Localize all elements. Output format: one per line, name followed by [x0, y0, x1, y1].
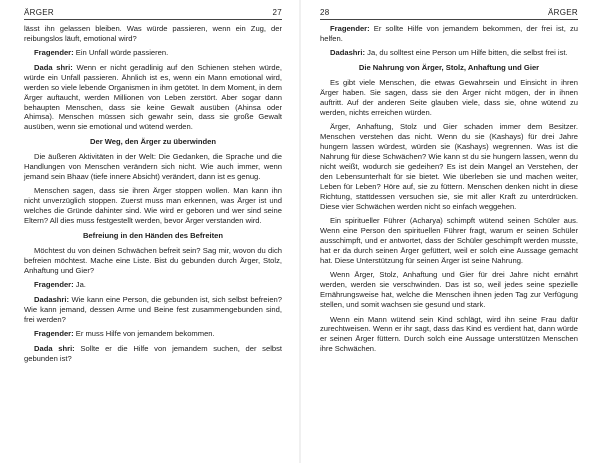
section-heading: Der Weg, den Ärger zu überwinden	[89, 137, 217, 147]
dialog-paragraph	[24, 63, 282, 132]
dialog-paragraph	[24, 295, 282, 325]
speaker-label: Dada shri:	[34, 62, 73, 72]
body-paragraph: Möchtest du von deinen Schwächen befreit sein? Sag mir, wovon du dich befreien möchtest. Mache eine Liste. Bist du gebunden durch Ärger, Stolz, Anhaftung und Gier?	[24, 246, 282, 275]
dialog-paragraph	[24, 344, 282, 364]
dialog-text: Wie kann eine Person, die gebunden ist, sich selbst befreien? Wie kann jemand, dessen Arme und Beine fest zusammengebunden sind, frei werden?	[24, 294, 282, 324]
right-header-title: ÄRGER	[548, 8, 578, 17]
right-page-body	[320, 24, 578, 354]
speaker-label: Dadashri:	[330, 48, 366, 58]
body-paragraph: Ärger, Anhaftung, Stolz und Gier schaden immer dem Besitzer. Menschen verstehen das nicht. Wenn du sie (Kashays) für drei Jahre hungern lassen würdest, würden sie (Kashays) wegrennen. Was ist die Nahrung für diese Schwächen? Wie kann st du sie hungern lassen, wenn du nicht weißt, wodurch sie gedeihen? Es ist dein Mangel an Verstehen, der den Lebensunterhalt für sie bietet. Wie überleben sie und machen weiter, Leben für Leben? Höre auf, sie zu füttern. Menschen denken nicht in diese Richtung, stattdessen versuchen sie, sie mit aller Kraft zu unterdrücken. Diese vier Schwächen werden nicht so einfach weggehen.	[320, 122, 578, 211]
speaker-label: Fragender:	[34, 329, 74, 339]
dialog-paragraph	[320, 48, 578, 58]
speaker-label: Fragender:	[330, 24, 370, 33]
right-page-number: 28	[320, 8, 330, 17]
body-paragraph: Es gibt viele Menschen, die etwas Gewahrsein und Einsicht in ihren Ärger haben. Sie sagen, dass sie den Ärger nicht mögen, der in ihnen auftritt. Auf der anderen Seite glauben viele, dass sie, ohne wütend zu werden, nichts erreichen würden.	[320, 78, 578, 117]
dialog-text: Er sollte Hilfe von jemandem bekommen, der frei ist, zu helfen.	[320, 24, 578, 43]
dialog-paragraph	[320, 24, 578, 44]
dialog-text: Er muss Hilfe von jemandem bekommen.	[73, 329, 215, 339]
body-paragraph: Wenn Ärger, Stolz, Anhaftung und Gier für drei Jahre nicht ernährt werden, werden sie verschwinden. Das ist so, weil jedes seine spezielle Ernährungsweise hat, welche die Menschen ihnen jeden Tag zur Verfügung stellen, und somit wachsen sie gesund und stark.	[320, 270, 578, 310]
dialog-text: Wenn er nicht geradlinig auf den Schienen stehen würde, würde ein Unfall passieren. Ähnlich ist es, wenn ein Mann emotional wird, werden so viele lebende Organismen in ihm getötet. In dem Moment, in dem Ärger auftaucht, werden Millionen von Leben zerstört. Aber sogar dann behaupten Menschen, dass sie keine Gewalt ausüben (Ahinsa oder Ahimsa). Menschen müssen sich gewahr sein, dass sie große Gewalt ausüben, wenn sie emotional und wütend werden.	[24, 62, 282, 132]
section-heading: Befreiung in den Händen des Befreiten	[82, 231, 224, 241]
speaker-label: Dada shri:	[34, 343, 75, 353]
dialog-text: Ja.	[73, 280, 86, 290]
body-paragraph: Die äußeren Aktivitäten in der Welt: Die Gedanken, die Sprache und die Handlungen von Menschen verändern sich nicht. Wie auch immer, wenn jemand sein Bhaav (tiefe innere Absicht) verändert, dann ist es genug.	[24, 152, 282, 181]
section-heading: Die Nahrung von Ärger, Stolz, Anhaftung und Gier	[358, 63, 540, 73]
dialog-text: Ja, du solltest eine Person um Hilfe bitten, die selbst frei ist.	[365, 48, 568, 58]
speaker-label: Fragender:	[34, 48, 74, 58]
body-paragraph: Ein spiritueller Führer (Acharya) schimpft wütend seinen Schüler aus. Wenn eine Person den spirituellen Führer fragt, warum er seinen Schüler ausschimpft, und er antwortet, dass der Schüler geschimpft werden musste, hat er da durch seinen Ärger gefüttert, weil er solch eine Aussage gemacht hat. Diese Unterstützung für seinen Ärger ist seine Nahrung.	[320, 216, 578, 265]
dialog-paragraph	[24, 280, 282, 290]
dialog-paragraph	[24, 329, 282, 339]
dialog-paragraph	[24, 48, 282, 58]
right-page	[300, 0, 600, 463]
speaker-label: Dadashri:	[34, 294, 70, 304]
speaker-label: Fragender:	[34, 280, 74, 290]
left-page-number: 27	[272, 8, 282, 17]
left-header-title: ÄRGER	[24, 8, 54, 17]
dialog-text: Ein Unfall würde passieren.	[73, 48, 169, 58]
body-paragraph: lässt ihn gelassen bleiben. Was würde passieren, wenn ein Zug, der reibungslos läuft, emotional wird?	[24, 24, 282, 43]
body-paragraph: Wenn ein Mann wütend sein Kind schlägt, wird ihn seine Frau dafür zurechtweisen. Wenn er ihr sagt, dass das Kind es verdient hat, dann würde er seinen Ärger füttern. Durch solch eine Aussage unterstützen Menschen ihre Schwächen.	[320, 314, 578, 354]
right-running-head	[320, 8, 578, 20]
body-paragraph: Menschen sagen, dass sie ihren Ärger stoppen wollen. Man kann ihn nicht unverzüglich stoppen. Zuerst muss man erkennen, was Ärger ist und welches die Gründe dahinter sind. Wie wird er geboren und wer sind seine Eltern? All dies muss festgestellt werden, bevor Ärger verstanden wird.	[24, 186, 282, 226]
left-running-head	[24, 8, 282, 20]
dialog-text: Sollte er die Hilfe von jemandem suchen, der selbst gebunden ist?	[24, 343, 283, 363]
left-page-body	[24, 24, 282, 363]
